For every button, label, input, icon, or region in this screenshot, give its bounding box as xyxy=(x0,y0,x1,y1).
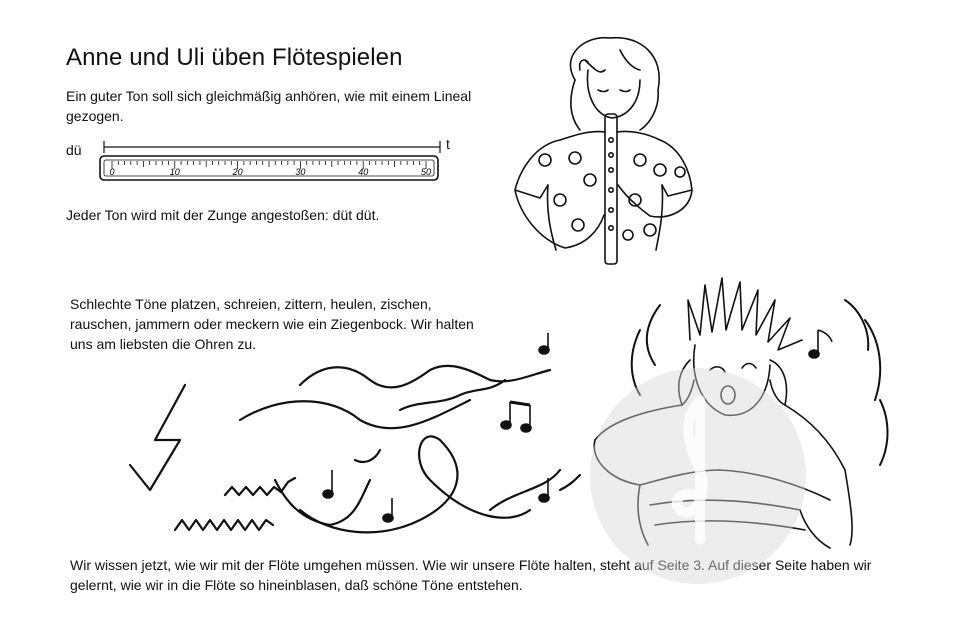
ruler-tick-label: 20 xyxy=(232,167,243,177)
closing-text: Wir wissen jetzt, wie wir mit der Flöte umgehen müssen. Wie wir unsere Flöte halten, steht auf Seite 3. Auf dieser Seite haben wir gelernt, wie wir in die Flöte so hineinblasen, daß schöne Töne entstehen. xyxy=(70,557,872,593)
intro-text: Ein guter Ton soll sich gleichmäßig anhören, wie mit einem Lineal gezogen. xyxy=(66,88,472,124)
bad-tones-text: Schlechte Töne platzen, schreien, zittern, heulen, zischen, rauschen, jammern oder meckern wie ein Ziegenbock. Wir halten uns am liebsten die Ohren zu. xyxy=(70,296,474,352)
ruler-tick-label: 30 xyxy=(295,167,306,177)
ruler-tick-label: 10 xyxy=(169,167,180,177)
ruler-tick-label: 40 xyxy=(358,167,369,177)
ruler-right-label: t xyxy=(446,136,450,152)
ruler-tick-label: 50 xyxy=(420,167,432,177)
ruler-tick-label: 0 xyxy=(109,167,115,177)
ruler-left-label: dü xyxy=(66,142,82,158)
page-title: Anne und Uli üben Flötespielen xyxy=(66,44,403,71)
tongue-text: Jeder Ton wird mit der Zunge angestoßen: düt düt. xyxy=(66,207,380,223)
